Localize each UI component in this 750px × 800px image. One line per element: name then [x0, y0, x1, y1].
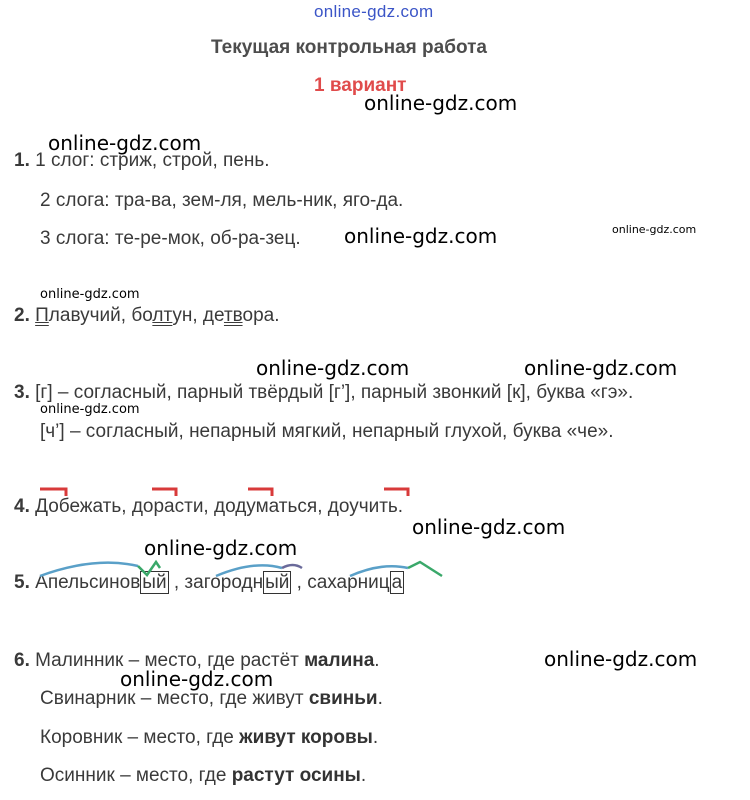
- task-6-bold-3: живут коровы: [239, 727, 373, 748]
- task-2-consonant-1: П: [35, 305, 49, 326]
- task-1-line-3: 3 слога: те-ре-мок, об-ра-зец.: [40, 228, 301, 249]
- prefix-mark-3: [248, 489, 272, 496]
- prefix-mark-2: [152, 489, 176, 496]
- watermark: online-gdz.com: [524, 356, 678, 380]
- task-3-line-2: [ч’] – согласный, непарный мягкий, непарный глухой, буква «че».: [40, 421, 614, 442]
- task-5-ending-2: ый: [265, 572, 290, 593]
- task-2-part-1: ла: [48, 305, 71, 326]
- task-2-number: 2.: [14, 305, 30, 326]
- page-title: Текущая контрольная работа: [211, 37, 487, 58]
- task-6-line-3: [40, 727, 378, 749]
- task-6-text-1: Малинник – место, где растёт: [35, 650, 305, 671]
- watermark: online-gdz.com: [612, 223, 697, 236]
- task-2-part-4: ора.: [242, 305, 280, 326]
- task-5-line: [14, 572, 404, 594]
- watermark: online-gdz.com: [144, 536, 298, 560]
- task-2-part-3: ун, де: [172, 305, 224, 326]
- task-6-bold-2: свиньи: [308, 688, 378, 709]
- task-6-dot-4: .: [360, 765, 367, 786]
- task-6-number: 6.: [14, 650, 30, 671]
- variant-label: 1 вариант: [314, 75, 407, 96]
- task-6-text-2: Свинарник – место, где живут: [40, 688, 309, 709]
- task-6-dot-2: .: [377, 688, 383, 709]
- task-6-bold-4: растут осины: [231, 765, 361, 786]
- task-5-word-1: Апельсинов: [35, 572, 141, 593]
- task-2-consonant-3: тв: [223, 305, 243, 326]
- task-6-line-4: [40, 765, 366, 787]
- task-1-line-2: 2 слога: тра-ва, зем-ля, мель-ник, яго-да.: [40, 190, 404, 211]
- task-6-bold-1: малина: [304, 650, 375, 671]
- task-6-dot-3: .: [372, 727, 379, 748]
- task-4-text: Добежать, дорасти, додуматься, доучить.: [35, 496, 404, 517]
- task-5-word-3: , сахарниц: [291, 572, 390, 593]
- task-2-consonant-2: лт: [152, 305, 173, 326]
- watermark: online-gdz.com: [256, 356, 410, 380]
- watermark: online-gdz.com: [40, 287, 140, 302]
- watermark: online-gdz.com: [120, 667, 274, 691]
- task-3-line-1: [14, 382, 633, 404]
- watermark: online-gdz.com: [344, 224, 498, 248]
- top-watermark: online-gdz.com: [314, 2, 434, 21]
- task-1-text-1: 1 слог: стриж, строй, пень.: [35, 150, 270, 171]
- task-4-number: 4.: [14, 496, 30, 517]
- watermark: online-gdz.com: [40, 402, 140, 417]
- prefix-mark-1: [40, 489, 66, 496]
- task-3-text-1: [г] – согласный, парный твёрдый [г’], парный звонкий [к], буква «гэ».: [35, 382, 634, 403]
- watermark: online-gdz.com: [364, 91, 518, 115]
- watermark: online-gdz.com: [544, 647, 698, 671]
- task-6-line-2: [40, 688, 383, 710]
- task-5-number: 5.: [14, 572, 30, 593]
- task-5-ending-3: а: [391, 572, 403, 593]
- watermark: online-gdz.com: [412, 515, 566, 539]
- task-6-text-3: Коровник – место, где: [40, 727, 240, 748]
- task-1-number: 1.: [14, 150, 30, 171]
- watermark: online-gdz.com: [48, 131, 202, 155]
- task-3-number: 3.: [14, 382, 30, 403]
- task-5-ending-1: ый: [142, 572, 167, 593]
- task-6-dot-1: .: [374, 650, 380, 671]
- task-5-word-2: , загородн: [168, 572, 264, 593]
- prefix-mark-4: [384, 489, 408, 496]
- suffix-mark-2: [282, 565, 302, 568]
- task-2-part-2: вучий, бо: [70, 305, 153, 326]
- task-2-line: [14, 305, 280, 327]
- suffix-mark-3: [408, 562, 442, 576]
- task-4-line: [14, 496, 403, 518]
- task-6-text-4: Осинник – место, где: [40, 765, 232, 786]
